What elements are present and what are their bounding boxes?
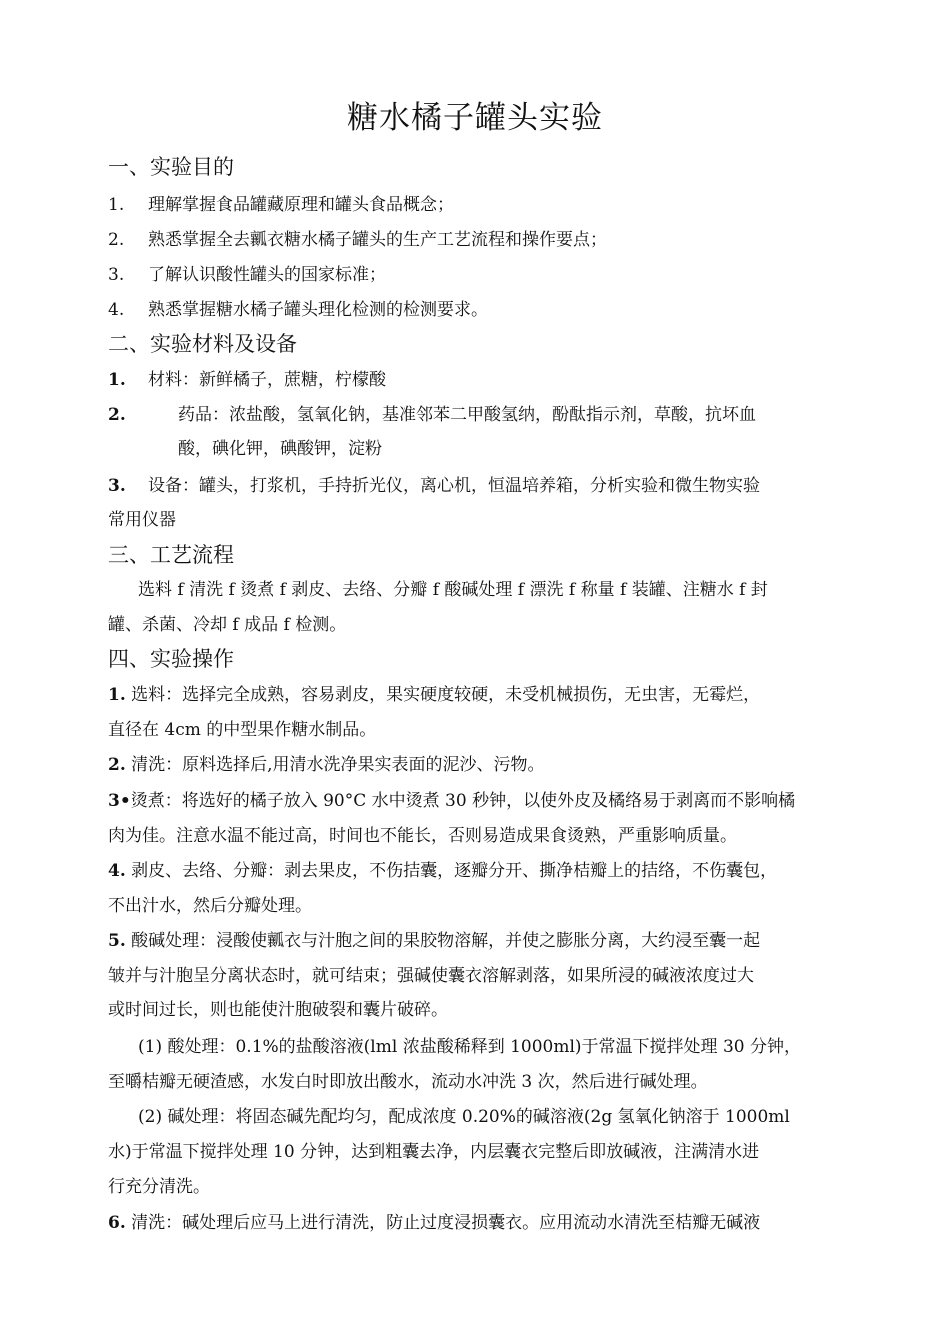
list-item [108, 404, 853, 426]
paragraph-text: 清洗：原料选择后,用清水洗净果实表面的泥沙、污物。 [131, 755, 545, 775]
list-item [108, 369, 853, 391]
list-number: 5. [108, 931, 126, 951]
paragraph-continuation: 至嚼桔瓣无硬渣感，水发白时即放出酸水，流动水冲洗 3 次，然后进行碱处理。 [108, 1072, 708, 1092]
sub-paragraph: (2) 碱处理：将固态碱先配均匀，配成浓度 0.20%的碱溶液(2g 氢氧化钠溶于 1000ml [138, 1107, 790, 1127]
list-number: 1. [108, 685, 126, 705]
list-text-continuation: 常用仪器 [108, 510, 176, 530]
list-number: 2. [108, 230, 125, 250]
document-title: 糖水橘子罐头实验 [347, 100, 603, 136]
section-heading-materials: 二、实验材料及设备 [108, 332, 297, 356]
section-heading-process: 三、工艺流程 [108, 543, 234, 567]
section-heading-operation: 四、实验操作 [108, 647, 234, 671]
process-flow-line: 选料 f 清洗 f 烫煮 f 剥皮、去络、分瓣 f 酸碱处理 f 漂洗 f 称量 f 装罐、注糖水 f 封 [138, 580, 768, 600]
paragraph [108, 684, 853, 706]
paragraph-continuation: 直径在 4cm 的中型果作糖水制品。 [108, 720, 377, 740]
list-number: 2. [108, 755, 126, 775]
sub-paragraph: (1) 酸处理：0.1%的盐酸溶液(lml 浓盐酸稀释到 1000ml)于常温下搅拌处理 30 分钟， [138, 1037, 801, 1057]
paragraph-continuation: 或时间过长，则也能使汁胞破裂和囊片破碎。 [108, 1000, 448, 1020]
list-text: 设备：罐头，打浆机，手持折光仪，离心机，恒温培养箱，分析实验和微生物实验 [148, 476, 760, 496]
list-number: 3. [108, 265, 125, 285]
paragraph-text: 酸碱处理：浸酸使瓤衣与汁胞之间的果胶物溶解，并使之膨胀分离，大约浸至囊一起 [131, 931, 761, 951]
process-flow-line: 罐、杀菌、冷却 f 成品 f 检测。 [108, 615, 347, 635]
list-item [108, 264, 853, 286]
paragraph-continuation: 肉为佳。注意水温不能过高，时间也不能长，否则易造成果食烫熟，严重影响质量。 [108, 826, 737, 846]
list-text-continuation: 酸，碘化钾，碘酸钾，淀粉 [178, 439, 382, 459]
list-text: 熟悉掌握糖水橘子罐头理化检测的检测要求。 [148, 300, 488, 320]
list-item [108, 475, 853, 497]
paragraph [108, 930, 853, 952]
list-text: 理解掌握食品罐藏原理和罐头食品概念； [148, 195, 454, 215]
list-number: 3. [108, 476, 126, 496]
list-item [108, 194, 853, 216]
paragraph [108, 860, 853, 882]
list-text: 熟悉掌握全去瓤衣糖水橘子罐头的生产工艺流程和操作要点； [148, 230, 607, 250]
paragraph-text: 清洗：碱处理后应马上进行清洗，防止过度浸损囊衣。应用流动水清洗至桔瓣无碱液 [131, 1213, 761, 1233]
paragraph-continuation: 水)于常温下搅拌处理 10 分钟，达到粗囊去净，内层囊衣完整后即放碱液，注满清水进 [108, 1142, 760, 1162]
list-number: 3• [108, 791, 131, 811]
paragraph [108, 1212, 853, 1234]
list-number: 1. [108, 195, 125, 215]
paragraph [108, 754, 853, 776]
paragraph-text: 烫煮：将选好的橘子放入 90°C 水中烫煮 30 秒钟，以使外皮及橘络易于剥离而不影响橘 [130, 791, 796, 811]
section-heading-purpose: 一、实验目的 [108, 155, 234, 179]
paragraph-continuation: 行充分清洗。 [108, 1177, 210, 1197]
list-text: 材料：新鲜橘子，蔗糖，柠檬酸 [148, 370, 386, 390]
list-number: 2. [108, 405, 126, 425]
list-text: 药品：浓盐酸，氢氧化钠，基准邻苯二甲酸氢纳，酚酞指示剂，草酸，抗坏血 [178, 405, 756, 425]
list-number: 4. [108, 300, 125, 320]
paragraph-continuation: 皱并与汁胞呈分离状态时，就可结束；强碱使囊衣溶解剥落，如果所浸的碱液浓度过大 [108, 966, 754, 986]
paragraph-continuation: 不出汁水，然后分瓣处理。 [108, 896, 312, 916]
list-number: 6. [108, 1213, 126, 1233]
list-number: 1. [108, 370, 126, 390]
list-item [108, 229, 853, 251]
paragraph-text: 选料：选择完全成熟，容易剥皮，果实硬度较硬，未受机械损伤，无虫害，无霉烂， [131, 685, 761, 705]
paragraph [108, 790, 853, 812]
list-item [108, 299, 853, 321]
list-number: 4. [108, 861, 126, 881]
paragraph-text: 剥皮、去络、分瓣：剥去果皮，不伤拮囊，逐瓣分开、撕净桔瓣上的拮络，不伤囊包， [131, 861, 778, 881]
list-text: 了解认识酸性罐头的国家标准； [148, 265, 386, 285]
